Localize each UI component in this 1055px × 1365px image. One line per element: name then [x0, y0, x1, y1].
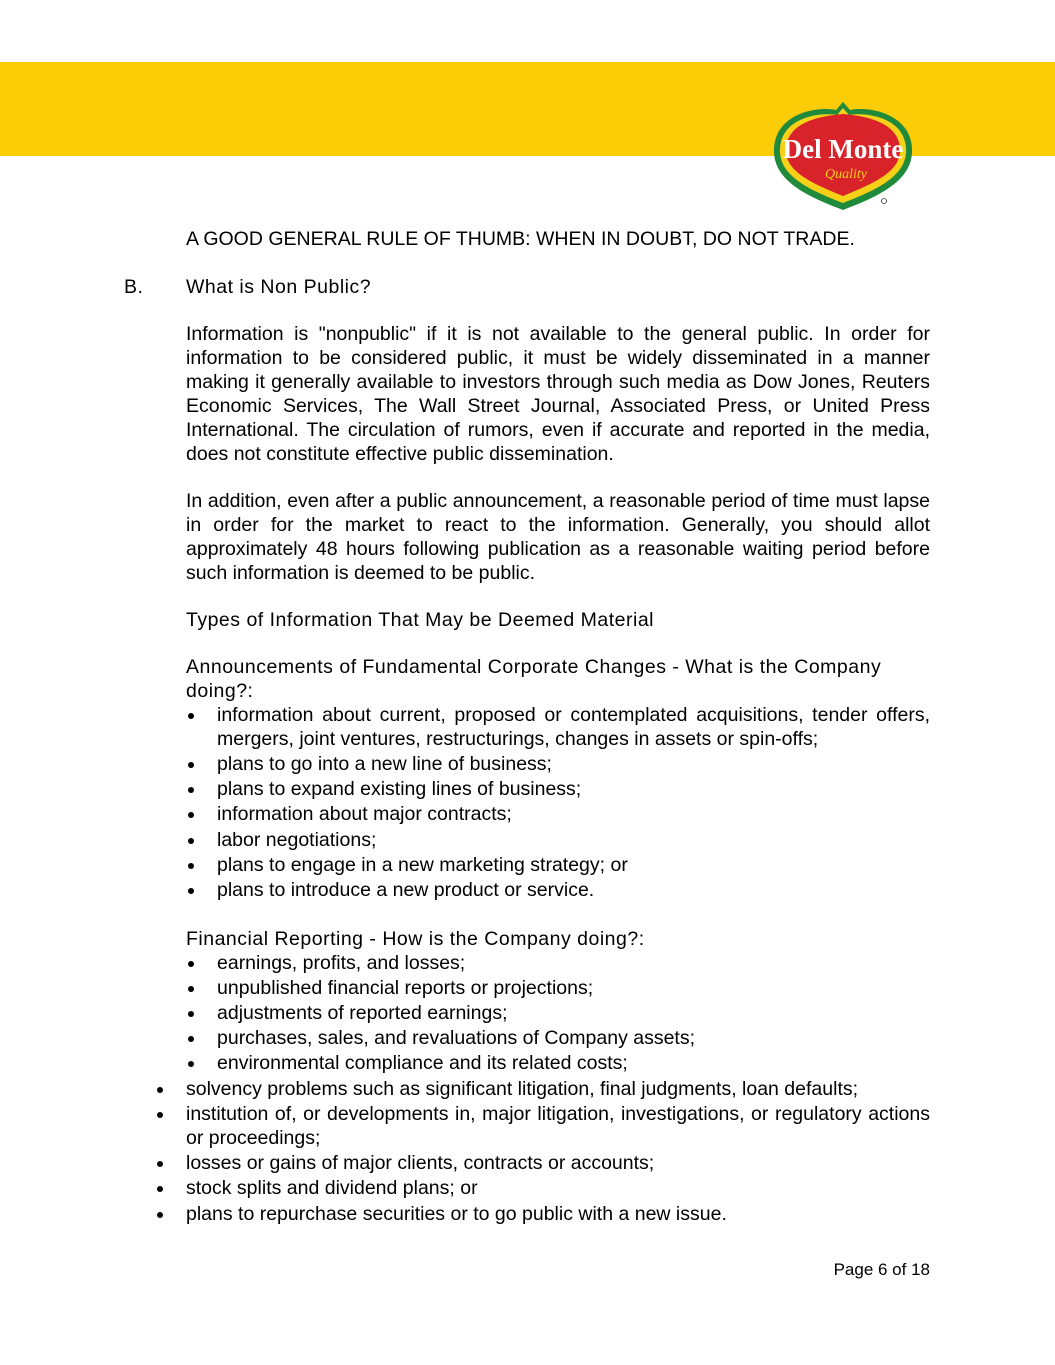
- list-item: plans to repurchase securities or to go public with a new issue.: [155, 1202, 930, 1226]
- financial-list: [186, 951, 930, 1076]
- section-b-title: What is Non Public?: [186, 276, 372, 298]
- list-item: environmental compliance and its related costs;: [186, 1051, 930, 1075]
- list-item: purchases, sales, and revaluations of Company assets;: [186, 1026, 930, 1050]
- bullet-icon: [188, 812, 194, 818]
- bullet-icon: [188, 863, 194, 869]
- bullet-icon: [157, 1087, 163, 1093]
- bullet-icon: [188, 986, 194, 992]
- page-number: Page 6 of 18: [833, 1260, 930, 1279]
- del-monte-logo: [770, 100, 916, 212]
- list-item: plans to engage in a new marketing strategy; or: [186, 853, 930, 877]
- list-item: stock splits and dividend plans; or: [155, 1176, 930, 1200]
- bullet-icon: [188, 1061, 194, 1067]
- bullet-icon: [188, 1011, 194, 1017]
- bullet-icon: [188, 762, 194, 768]
- list-item: adjustments of reported earnings;: [186, 1001, 930, 1025]
- financial-outer-list: [155, 1077, 930, 1227]
- list-item: plans to introduce a new product or service.: [186, 878, 930, 902]
- types-heading: Types of Information That May be Deemed Material: [186, 609, 655, 631]
- bullet-icon: [188, 961, 194, 967]
- bullet-icon: [157, 1112, 163, 1118]
- announcements-heading: Announcements of Fundamental Corporate Changes - What is the Company doing?:: [186, 656, 882, 702]
- list-item: solvency problems such as significant litigation, final judgments, loan defaults;: [155, 1077, 930, 1101]
- list-item: labor negotiations;: [186, 828, 930, 852]
- logo-brand-text: Del Monte: [782, 134, 904, 164]
- bullet-icon: [188, 838, 194, 844]
- bullet-icon: [157, 1186, 163, 1192]
- announcements-list: [186, 703, 930, 903]
- nonpublic-paragraph: Information is "nonpublic" if it is not available to the general public. In order for information to be considered public, it must be widely disseminated in a manner making it generally available to investors through such media as Dow Jones, Reuters Economic Services, The Wall Street Journal, Associated Press, or United Press International. The circulation of rumors, even if accurate and reported in the media, does not constitute effective public dissemination.: [186, 323, 930, 465]
- list-item: earnings, profits, and losses;: [186, 951, 930, 975]
- list-item: losses or gains of major clients, contracts or accounts;: [155, 1151, 930, 1175]
- rule-of-thumb: A GOOD GENERAL RULE OF THUMB: WHEN IN DOUBT, DO NOT TRADE.: [186, 228, 855, 250]
- section-b-label: B.: [124, 276, 144, 298]
- bullet-icon: [157, 1161, 163, 1167]
- logo-quality-text: Quality: [825, 167, 867, 182]
- list-item: information about current, proposed or contemplated acquisitions, tender offers, mergers, joint ventures, restructurings, changes in assets or spin-offs;: [186, 703, 930, 751]
- waiting-period-paragraph: In addition, even after a public announcement, a reasonable period of time must lapse in order for the market to react to the information. Generally, you should allot approximately 48 hours following publication as a reasonable waiting period before such information is deemed to be public.: [186, 490, 930, 584]
- list-item: plans to expand existing lines of business;: [186, 777, 930, 801]
- financial-heading: Financial Reporting - How is the Company doing?:: [186, 928, 645, 950]
- bullet-icon: [188, 713, 194, 719]
- bullet-icon: [188, 787, 194, 793]
- list-item: information about major contracts;: [186, 802, 930, 826]
- list-item: plans to go into a new line of business;: [186, 752, 930, 776]
- bullet-icon: [157, 1212, 163, 1218]
- bullet-icon: [188, 888, 194, 894]
- list-item: institution of, or developments in, major litigation, investigations, or regulatory actions or proceedings;: [155, 1102, 930, 1150]
- list-item: unpublished financial reports or projections;: [186, 976, 930, 1000]
- bullet-icon: [188, 1036, 194, 1042]
